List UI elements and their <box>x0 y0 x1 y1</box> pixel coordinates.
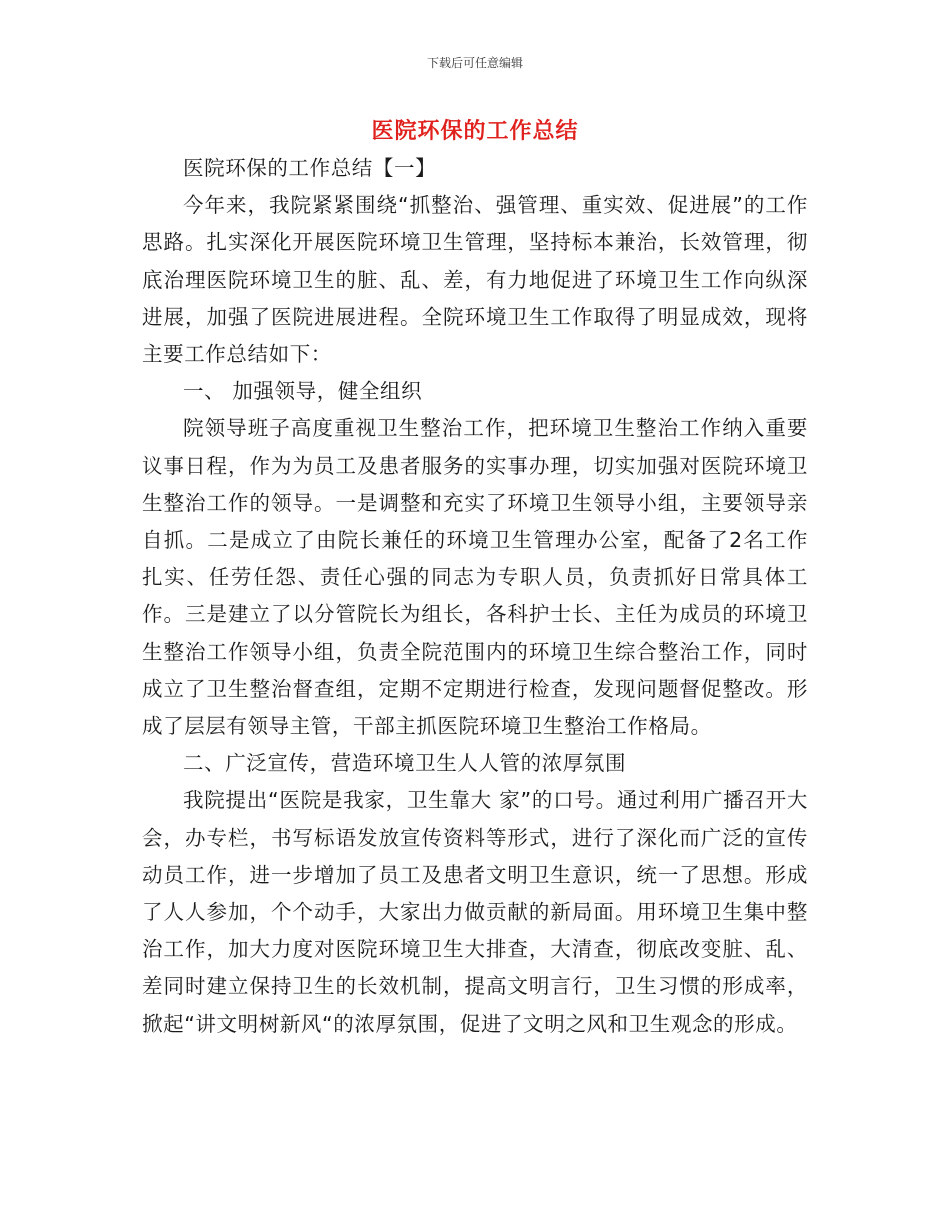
body-paragraph: 院领导班子高度重视卫生整治工作，把环境卫生整治工作纳入重要议事日程，作为为员工及患者服务的实事办理，切实加强对医院环境卫生整治工作的领导。一是调整和充实了环境卫生领导小组，主要领导亲自抓。二是成立了由院长兼任的环境卫生管理办公室，配备了2名工作扎实、任劳任怨、责任心强的同志为专职人员，负责抓好日常具体工作。三是建立了以分管院长为组长，各科护士长、主任为成员的环境卫生整治工作领导小组，负责全院范围内的环境卫生综合整治工作，同时成立了卫生整治督查组，定期不定期进行检查，发现问题督促整改。形成了层层有领导主管，干部主抓医院环境卫生整治工作格局。 <box>142 416 808 739</box>
document-body <box>142 150 808 1043</box>
body-paragraph: 今年来，我院紧紧围绕“抓整治、强管理、重实效、促进展”的工作思路。扎实深化开展医院环境卫生管理，坚持标本兼治，长效管理，彻底治理医院环境卫生的脏、乱、差，有力地促进了环境卫生工作向纵深进展，加强了医院进展进程。全院环境卫生工作取得了明显成效，现将主要工作总结如下： <box>142 193 808 367</box>
section-heading: 医院环保的工作总结【一】 <box>183 156 437 180</box>
header-note: 下载后可任意编辑 <box>426 56 523 70</box>
document-title: 医院环保的工作总结 <box>371 119 579 144</box>
body-paragraph: 我院提出“医院是我家，卫生靠大 家”的口号。通过利用广播召开大会，办专栏，书写标语发放宣传资料等形式，进行了深化而广泛的宣传动员工作，进一步增加了员工及患者文明卫生意识，统一了思想。形成了人人参加，个个动手，大家出力做贡献的新局面。用环境卫生集中整治工作，加大力度对医院环境卫生大排查，大清查，彻底改变脏、乱、差同时建立保持卫生的长效机制，提高文明言行，卫生习惯的形成率，掀起“讲文明树新风“的浓厚氛围，促进了文明之风和卫生观念的形成。 <box>142 788 808 1036</box>
section-heading: 一、 加强领导，健全组织 <box>183 379 423 404</box>
section-heading: 二、广泛宣传，营造环境卫生人人管的浓厚氛围 <box>183 751 627 776</box>
